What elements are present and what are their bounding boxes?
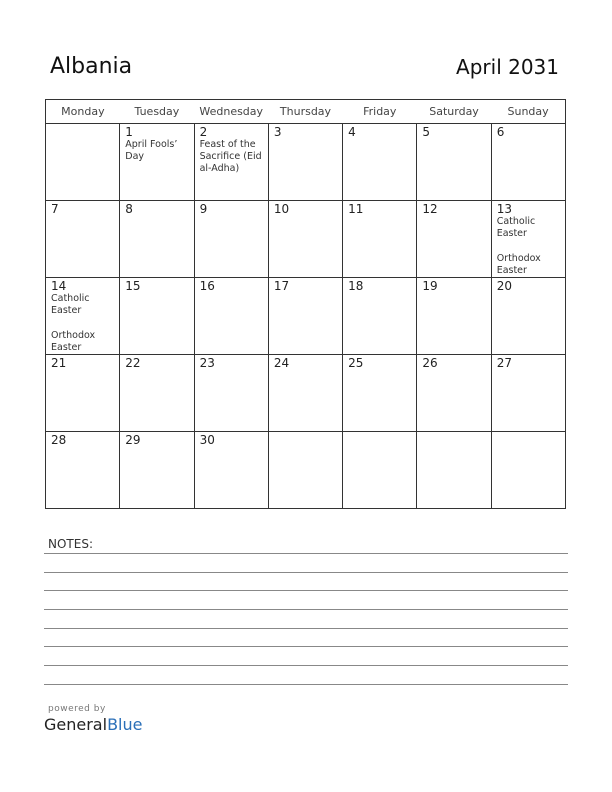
day-cell	[194, 124, 268, 201]
day-number: 18	[348, 279, 364, 293]
day-cell	[343, 278, 417, 355]
note-line	[44, 572, 568, 573]
note-line	[44, 609, 568, 610]
brand-name	[44, 715, 142, 735]
weekday-sunday: Sunday	[491, 100, 565, 124]
day-cell	[46, 124, 120, 201]
day-cell	[194, 355, 268, 432]
week-row	[46, 124, 566, 201]
day-cell	[46, 355, 120, 432]
brand-logo	[44, 704, 142, 735]
weekday-header-row	[46, 100, 566, 124]
day-number: 13	[496, 202, 512, 216]
day-number: 24	[273, 356, 290, 370]
weekday-wednesday: Wednesday	[194, 100, 268, 124]
day-cell	[46, 201, 120, 278]
week-row	[46, 201, 566, 278]
day-cell	[491, 124, 565, 201]
day-cell	[120, 432, 194, 509]
day-cell	[343, 355, 417, 432]
day-number: 30	[199, 433, 215, 447]
day-cell	[268, 278, 342, 355]
day-cell	[120, 124, 194, 201]
day-number: 11	[348, 202, 364, 216]
week-row	[46, 432, 566, 509]
day-number: 12	[422, 202, 438, 216]
day-number: 14	[51, 279, 67, 293]
day-cell	[194, 432, 268, 509]
note-line	[44, 684, 568, 685]
holiday-event: Catholic Easter	[496, 216, 536, 239]
day-cell	[46, 432, 120, 509]
day-number: 7	[51, 202, 59, 216]
day-cell	[120, 201, 194, 278]
day-cell	[491, 432, 565, 509]
day-cell	[417, 201, 491, 278]
notes-label: NOTES:	[48, 537, 93, 551]
week-row	[46, 355, 566, 432]
day-number: 26	[422, 356, 438, 370]
day-number: 22	[125, 356, 141, 370]
day-cell	[46, 278, 120, 355]
day-number: 29	[125, 433, 141, 447]
day-number: 25	[348, 356, 364, 370]
day-number: 28	[51, 433, 67, 447]
weekday-friday: Friday	[343, 100, 417, 124]
day-cell	[417, 124, 491, 201]
day-cell	[417, 278, 491, 355]
holiday-event: Feast of the Sacrifice (Eid al-Adha)	[199, 139, 262, 174]
day-cell	[417, 432, 491, 509]
day-cell	[120, 355, 194, 432]
day-cell	[491, 355, 565, 432]
powered-by-text: powered by	[48, 704, 106, 714]
day-cell	[194, 278, 268, 355]
calendar-grid	[45, 99, 566, 509]
holiday-event: April Fools’ Day	[125, 139, 178, 162]
day-number: 23	[199, 356, 215, 370]
day-cell	[268, 201, 342, 278]
month-title: April 2031	[456, 55, 559, 79]
note-line	[44, 665, 568, 666]
day-number: 27	[496, 356, 512, 370]
day-number: 19	[422, 279, 438, 293]
day-cell	[343, 124, 417, 201]
weekday-thursday: Thursday	[268, 100, 342, 124]
day-number: 5	[422, 125, 431, 139]
day-cell	[491, 278, 565, 355]
day-number: 20	[496, 279, 512, 293]
holiday-event: Orthodox Easter	[496, 253, 541, 276]
day-cell	[343, 432, 417, 509]
day-number: 15	[125, 279, 141, 293]
day-number: 4	[348, 125, 356, 139]
weekday-monday: Monday	[46, 100, 120, 124]
note-line	[44, 646, 568, 647]
day-cell	[268, 124, 342, 201]
day-number: 2	[199, 125, 208, 139]
day-cell	[194, 201, 268, 278]
day-number: 17	[273, 279, 290, 293]
day-number: 3	[273, 125, 282, 139]
day-cell	[491, 201, 565, 278]
brand-blue: Blue	[107, 715, 143, 734]
holiday-event: Orthodox Easter	[51, 330, 96, 353]
weekday-saturday: Saturday	[417, 100, 491, 124]
day-number: 1	[125, 125, 133, 139]
brand-general: General	[44, 715, 108, 734]
day-cell	[268, 355, 342, 432]
day-number: 9	[199, 202, 208, 216]
weekday-tuesday: Tuesday	[120, 100, 194, 124]
day-cell	[343, 201, 417, 278]
day-number: 16	[199, 279, 215, 293]
day-cell	[417, 355, 491, 432]
note-line	[44, 628, 568, 629]
holiday-event: Catholic Easter	[51, 293, 90, 316]
day-number: 8	[125, 202, 133, 216]
day-number: 6	[496, 125, 505, 139]
day-cell	[120, 278, 194, 355]
day-number: 21	[51, 356, 67, 370]
day-number: 10	[273, 202, 290, 216]
country-title: Albania	[50, 54, 133, 79]
day-cell	[268, 432, 342, 509]
note-line	[44, 590, 568, 591]
week-row	[46, 278, 566, 355]
note-line	[44, 553, 568, 554]
